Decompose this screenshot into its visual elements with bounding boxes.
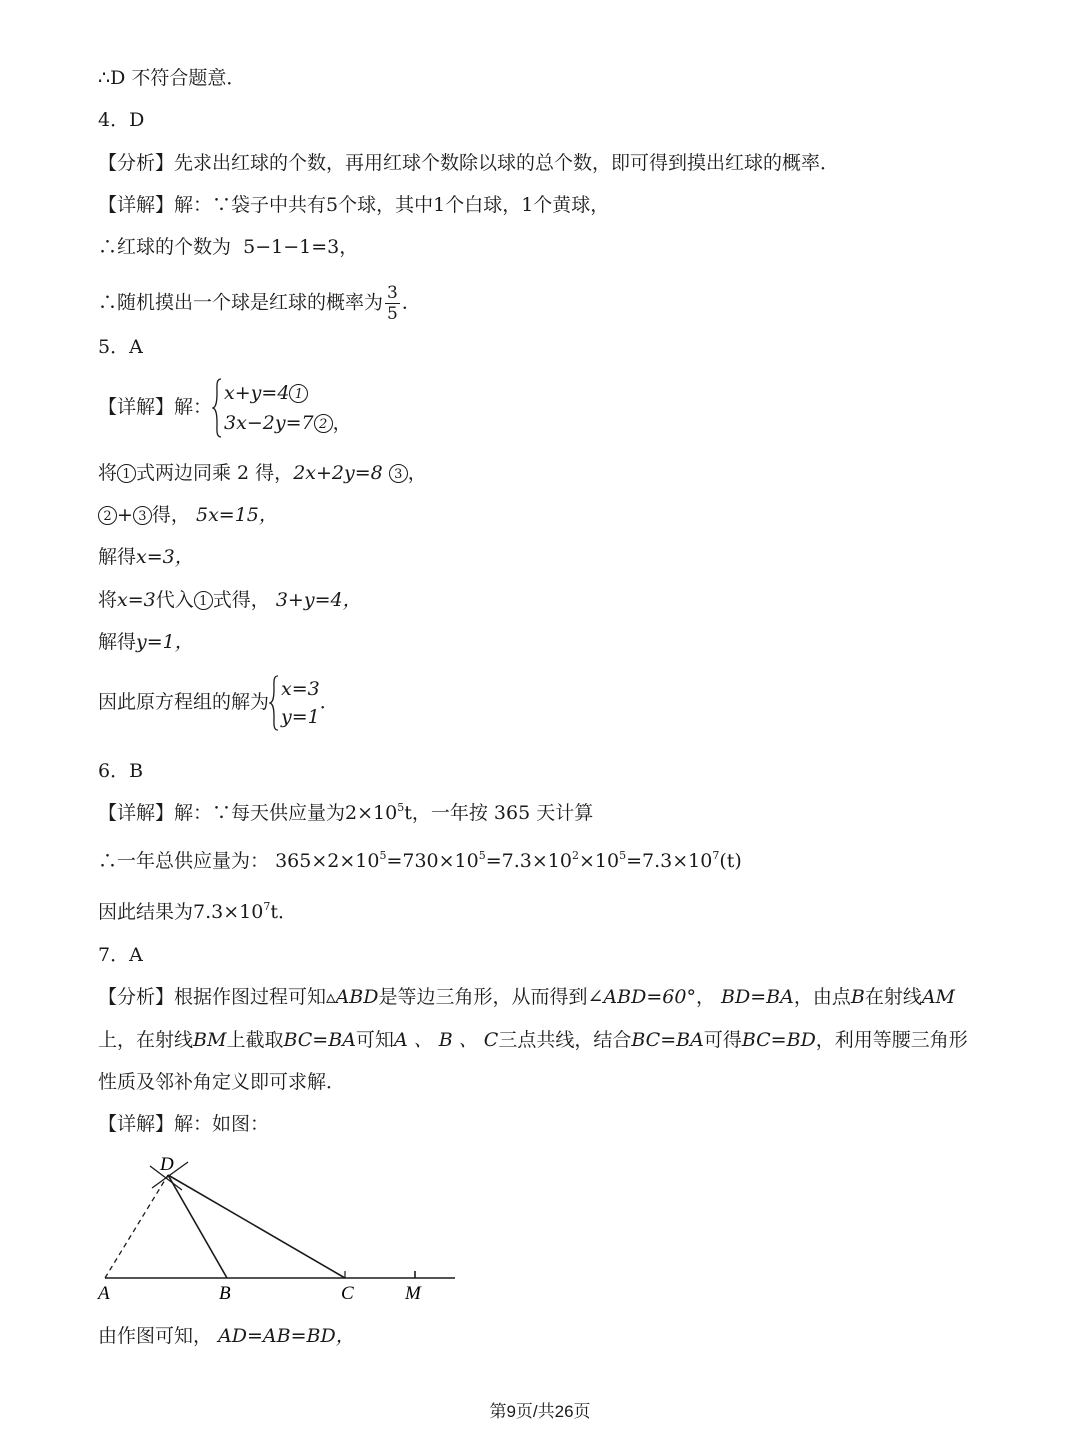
text-line: 由作图可知， AD=AB=BD， — [98, 1325, 355, 1347]
label-d: D — [160, 1154, 174, 1175]
detail-line: 【详解】解：∵袋子中共有5个球，其中1个白球，1个黄球， — [98, 194, 610, 216]
text-line: ∴一年总供应量为： $365\times 2\times 10^5=730\times 10^5=7.3\times 10^2\times 10^5=7.3\times 10^7(t)$ — [98, 849, 742, 872]
text-line: 将x=3代入 1 式得， 3+y=4， — [98, 589, 362, 611]
segment-ad-dashed — [105, 1175, 168, 1278]
brace-icon — [212, 378, 222, 438]
text-line: ∴红球的个数为 5−1−1=3， — [98, 236, 359, 258]
question-heading: 6．B — [98, 760, 144, 782]
text-line: ∴随机摸出一个球是红球的概率为 $\frac{3}{5}$ ． — [98, 283, 421, 324]
text-line: 解得y=1， — [98, 631, 194, 653]
text-line: 因此原方程组的解为 x=3 y=1 ． — [98, 675, 339, 731]
label-a: A — [98, 1283, 110, 1304]
segment-db — [168, 1175, 227, 1278]
page-footer: 第9页/共26页 — [489, 1402, 591, 1421]
text-line: 性质及邻补角定义即可求解． — [98, 1071, 346, 1093]
label-c: C — [341, 1283, 354, 1304]
equation-system: x+y=4 1 3x−2y=7 2 ， — [212, 378, 352, 438]
brace-icon — [269, 675, 279, 731]
text-line: 将 1 式两边同乘 2 得，2x+2y=8 3 ， — [98, 462, 427, 484]
detail-line: 【详解】解：∵每天供应量为$2\times 10^5t$，一年按 365 天计算 — [98, 801, 594, 824]
question-heading: 4．D — [98, 109, 145, 131]
fraction: $\frac{3}{5}$ — [387, 283, 398, 324]
segment-dc — [168, 1175, 345, 1278]
detail-line: 【详解】解：如图： — [98, 1113, 270, 1135]
analysis-line: 【分析】先求出红球的个数，再用红球个数除以球的总个数，即可得到摸出红球的概率． — [98, 152, 840, 174]
text-line: 2 + 3 得， 5x=15， — [98, 503, 278, 527]
text-line: 上，在射线BM上截取BC=BA可知A 、 B 、 C三点共线，结合BC=BA可得BC=BD，利用等腰三角形 — [98, 1029, 968, 1051]
analysis-line: 【分析】根据作图过程可知▵ABD是等边三角形，从而得到∠ABD=60°， BD=BA，由点B在射线AM — [98, 986, 956, 1008]
question-heading: 5．A — [98, 336, 143, 358]
detail-line: 【详解】解： x+y=4 1 3x−2y=7 2 ， — [98, 378, 352, 438]
label-m: M — [405, 1283, 421, 1304]
text-line: ∴D 不符合题意． — [98, 67, 246, 89]
solution-system: x=3 y=1 — [269, 675, 320, 731]
question-heading: 7．A — [98, 944, 143, 966]
text-line: 解得x=3， — [98, 546, 194, 568]
label-b: B — [219, 1283, 231, 1304]
geometry-figure — [90, 1150, 470, 1310]
text-line: 因此结果为$7.3\times 10^7t$． — [98, 900, 297, 923]
